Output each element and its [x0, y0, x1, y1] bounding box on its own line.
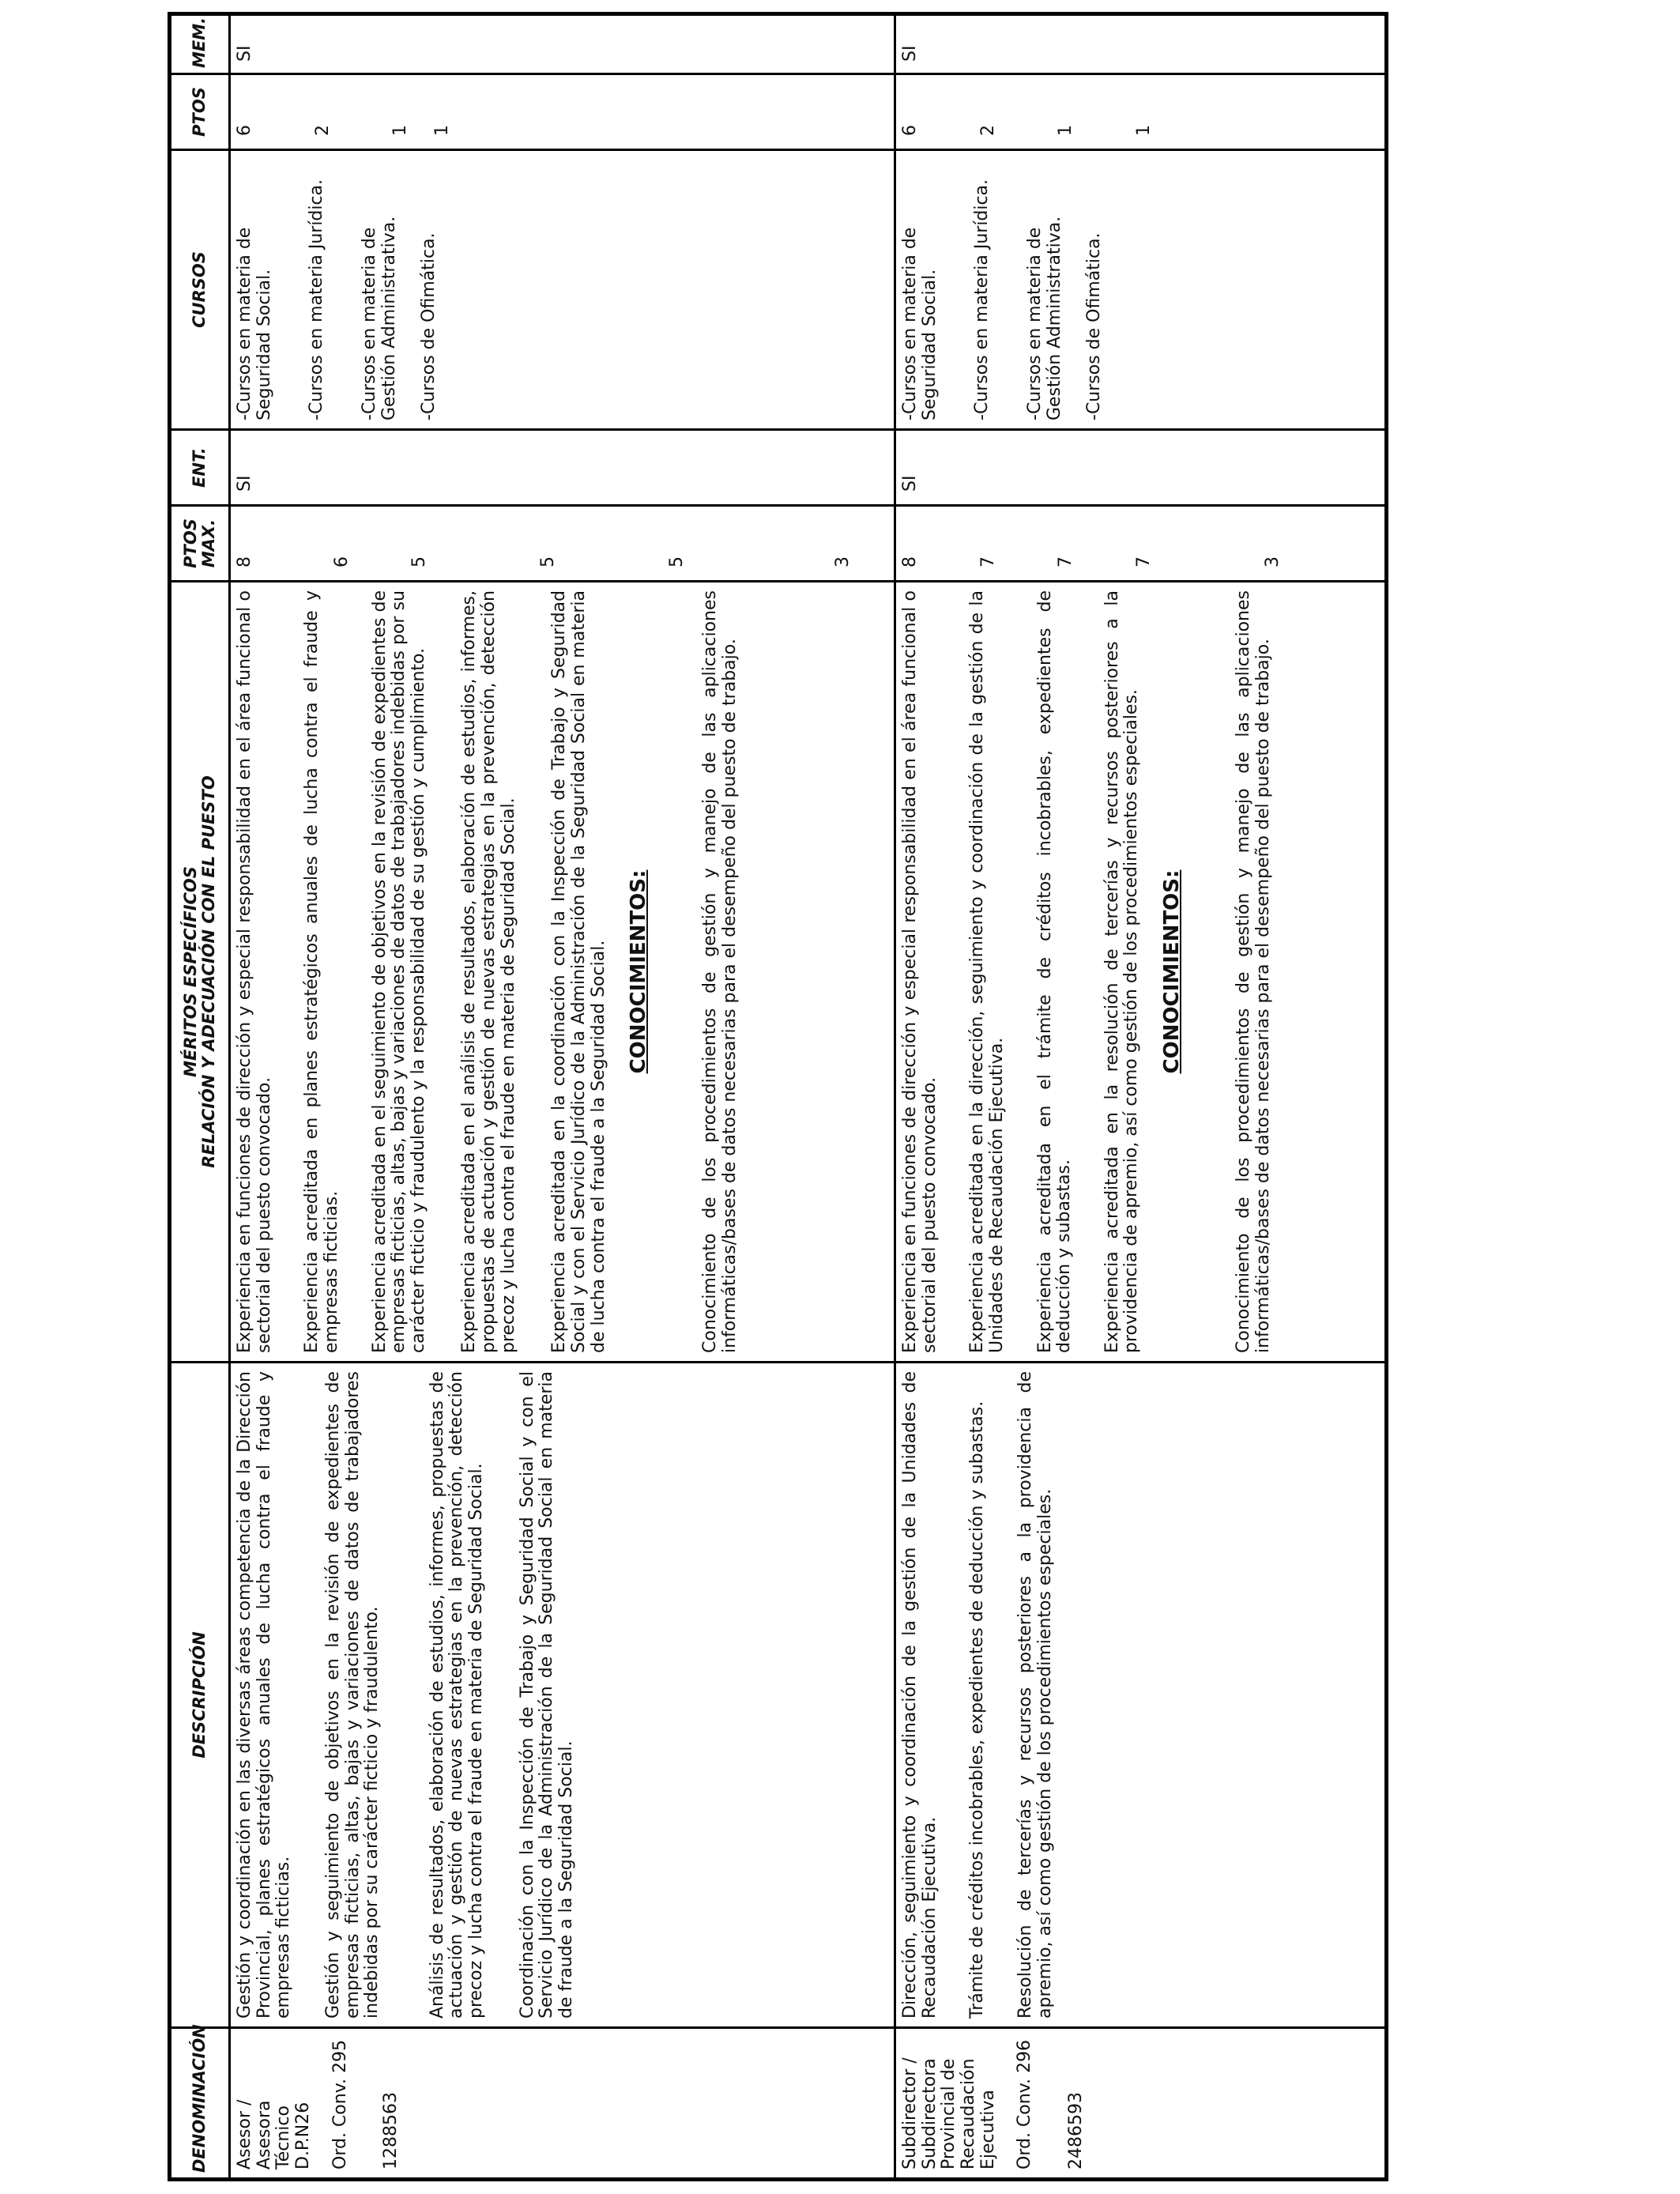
merito-item: Experiencia acreditada en el análisis de resultados, elaboración de estudios, informes, propuestas de actuación y gestión de nuevas estrategias en la prevención, detección precoz y lucha contra el fraude en materia de Seguridad Social.: [459, 590, 518, 1353]
ptos-cell: [230, 74, 895, 150]
merito-item: Experiencia en funciones de dirección y especial responsabilidad en el área funcional o sectorial del puesto convocado.: [900, 590, 940, 1353]
ent-cell: SI: [230, 430, 895, 506]
conocimientos-heading: CONOCIMIENTOS:: [1160, 869, 1184, 1074]
ptos-value: 2: [312, 125, 333, 136]
descripcion-item: Gestión y seguimiento de objetivos en la revisión de expedientes de empresas ficticias, altas, bajas y variaciones de datos de trabajadores indebidas por su carácter ficticio y fraudulento.: [322, 1371, 382, 2019]
descripcion-item: Gestión y coordinación en las diversas áreas competencia de la Dirección Provincial, planes estratégicos anuales de lucha contra el fraude y empresas ficticias.: [235, 1371, 294, 2019]
ptos-value: 2: [977, 125, 998, 136]
puesto-row-1: [230, 14, 895, 2180]
ptos-max-value: 8: [900, 556, 920, 567]
ptos-value: 6: [900, 125, 920, 136]
header-meritos-line1: MÉRITOS ESPECÍFICOS: [180, 866, 200, 1077]
meritos-cell: [230, 582, 895, 1363]
header-denominacion: DENOMINACIÓN: [170, 2028, 230, 2180]
header-ptos-max-line1: PTOS: [180, 518, 200, 568]
ptos-max-value: 3: [833, 556, 853, 567]
conocimientos-text: Conocimiento de los procedimientos de gestión y manejo de las aplicaciones informáticas/bases de datos necesarias para el desempeño del puesto de trabajo.: [1234, 590, 1273, 1353]
curso-item: -Cursos de Ofimática.: [1084, 232, 1105, 420]
conocimientos-heading: CONOCIMIENTOS:: [627, 869, 651, 1074]
merito-item: Experiencia acreditada en el seguimiento de objetivos en la revisión de expedientes de empresas ficticias, altas, bajas y variaciones de datos de trabajadores indebidas por su carácter ficticio y fraudulento y la responsabilidad de su gestión y cumplimiento.: [369, 590, 428, 1353]
header-mem: MEM.: [170, 14, 230, 74]
conocimientos-text: Conocimiento de los procedimientos de gestión y manejo de las aplicaciones informáticas/bases de datos necesarias para el desempeño del puesto de trabajo.: [700, 590, 740, 1353]
ptos-max-value: 5: [666, 556, 687, 567]
header-meritos-line2: RELACIÓN Y ADECUACIÓN CON EL PUESTO: [199, 775, 218, 1168]
curso-item: -Cursos en materia de Seguridad Social.: [235, 227, 274, 420]
descripcion-item: Trámite de créditos incobrables, expedientes de deducción y subastas.: [967, 1400, 988, 2019]
cursos-cell: [230, 150, 895, 430]
descripcion-item: Coordinación con la Inspección de Trabajo y Seguridad Social y con el Servicio Jurídico de la Administración de la Seguridad Social en materia de fraude a la Seguridad Social.: [517, 1371, 576, 2019]
header-row: [170, 14, 230, 2180]
descripcion-cell: [895, 1363, 1387, 2028]
curso-item: -Cursos en materia de Gestión Administrativa.: [1024, 216, 1064, 420]
ptos-max-value: 7: [977, 556, 998, 567]
ptos-max-cell: [230, 506, 895, 582]
ptos-max-cell: [895, 506, 1387, 582]
descripcion-cell: [230, 1363, 895, 2028]
ptos-max-value: 8: [235, 556, 254, 567]
merito-item: Experiencia acreditada en el trámite de créditos incobrables, expedientes de deducción y subastas.: [1034, 590, 1075, 1353]
curso-item: -Cursos en materia Jurídica.: [307, 179, 327, 420]
ptos-max-value: 6: [331, 556, 352, 567]
ptos-max-value: 5: [409, 556, 430, 567]
denominacion-title: Asesor / Asesora Técnico D.P.N26: [235, 2099, 313, 2169]
ptos-max-value: 3: [1262, 556, 1283, 567]
denominacion-codigo: 2486593: [1065, 2092, 1086, 2169]
merito-item: Experiencia acreditada en la coordinación con la Inspección de Trabajo y Seguridad Social y con el Servicio Jurídico de la Administración de la Seguridad Social en materia de lucha contra el fraude a la Seguridad Social.: [549, 590, 608, 1353]
meritos-cell: [895, 582, 1387, 1363]
header-cursos: CURSOS: [170, 150, 230, 430]
ptos-value: 6: [235, 125, 254, 136]
merito-item: Experiencia acreditada en la resolución de tercerías y recursos posteriores a la providencia de apremio, así como gestión de los procedimientos especiales.: [1102, 590, 1142, 1353]
header-ent: ENT.: [170, 430, 230, 506]
ptos-max-value: 7: [1056, 556, 1076, 567]
denominacion-codigo: 1288563: [381, 2092, 401, 2169]
descripcion-item: Análisis de resultados, elaboración de estudios, informes, propuestas de actuación y gestión de nuevas estrategias en la prevención, detección precoz y lucha contra el fraude en materia de Seguridad Social.: [427, 1371, 486, 2019]
merito-item: Experiencia acreditada en planes estratégicos anuales de lucha contra el fraude y empresas ficticias.: [302, 590, 341, 1353]
puesto-row-2: [895, 14, 1387, 2180]
descripcion-item: Resolución de tercerías y recursos posteriores a la providencia de apremio, así como gestión de los procedimientos especiales.: [1015, 1371, 1055, 2019]
curso-item: -Cursos en materia de Seguridad Social.: [900, 227, 940, 420]
mem-cell: SI: [230, 14, 895, 74]
rotated-page: [168, 16, 1384, 2181]
ptos-value: 1: [1056, 125, 1076, 136]
ptos-cell: [895, 74, 1387, 150]
ptos-value: 1: [390, 125, 411, 136]
header-ptos-max: [170, 506, 230, 582]
cursos-cell: [895, 150, 1387, 430]
mem-cell: SI: [895, 14, 1387, 74]
ptos-max-value: 5: [537, 556, 558, 567]
denominacion-cell: [895, 2028, 1387, 2180]
ptos-value: 1: [431, 125, 452, 136]
merito-item: Experiencia en funciones de dirección y especial responsabilidad en el área funcional o sectorial del puesto convocado.: [235, 590, 274, 1353]
ent-cell: SI: [895, 430, 1387, 506]
denominacion-cell: [230, 2028, 895, 2180]
header-ptos-max-line2: MAX.: [199, 518, 218, 568]
curso-item: -Cursos en materia Jurídica.: [972, 179, 993, 420]
denominacion-orden: Ord. Conv. 295: [330, 2040, 350, 2169]
curso-item: -Cursos en materia de Gestión Administrativa.: [359, 216, 399, 420]
denominacion-title: Subdirector / Subdirectora Provincial de Recaudación Ejecutiva: [900, 2057, 998, 2169]
descripcion-item: Dirección, seguimiento y coordinación de la gestión de la Unidades de Recaudación Ejecutiva.: [900, 1371, 940, 2019]
ptos-max-value: 7: [1133, 556, 1154, 567]
puestos-table: [168, 12, 1388, 2181]
ptos-value: 1: [1133, 125, 1154, 136]
header-descripcion: DESCRIPCIÓN: [170, 1363, 230, 2028]
header-ptos: PTOS: [170, 74, 230, 150]
curso-item: -Cursos de Ofimática.: [419, 232, 439, 420]
header-meritos: [170, 582, 230, 1363]
denominacion-orden: Ord. Conv. 296: [1015, 2040, 1035, 2169]
merito-item: Experiencia acreditada en la dirección, seguimiento y coordinación de la gestión de la Unidades de Recaudación Ejecutiva.: [967, 590, 1007, 1353]
